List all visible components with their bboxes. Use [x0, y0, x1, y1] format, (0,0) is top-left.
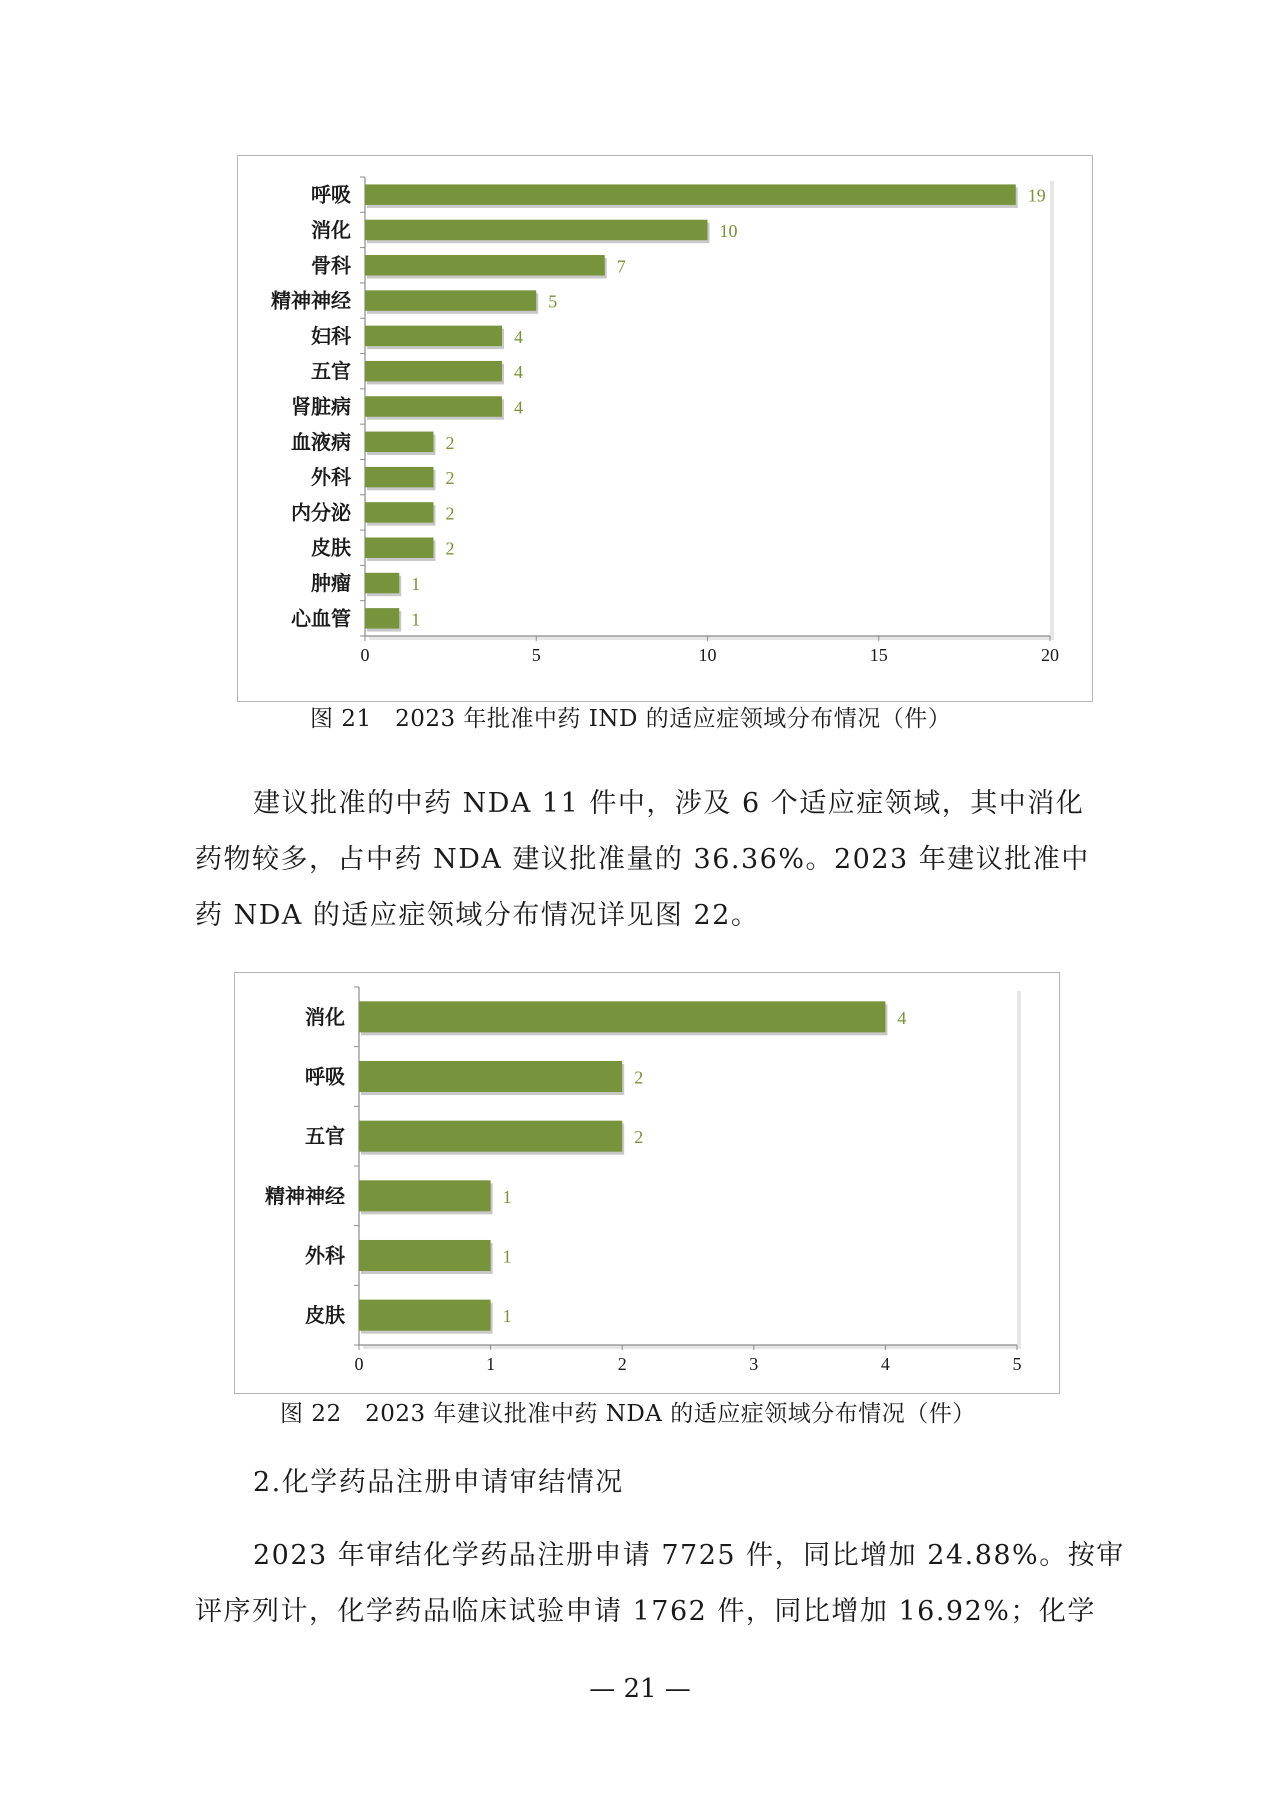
paragraph-line: 评序列计，化学药品临床试验申请 1762 件，同比增加 16.92%；化学	[195, 1596, 1096, 1627]
data-label: 2	[445, 503, 455, 524]
x-tick-label: 4	[880, 1354, 890, 1374]
data-label: 4	[514, 397, 523, 418]
data-label: 1	[411, 574, 421, 595]
data-label: 5	[548, 291, 558, 312]
x-tick-label: 2	[617, 1354, 627, 1374]
paragraph-line: 药物较多，占中药 NDA 建议批准量的 36.36%。2023 年建议批准中	[195, 844, 1090, 875]
data-label: 7	[616, 256, 626, 277]
data-label: 2	[445, 538, 455, 559]
data-label: 1	[411, 609, 421, 630]
body-paragraph	[195, 776, 1095, 944]
category-label: 肿瘤	[311, 571, 351, 596]
category-label: 内分泌	[291, 500, 351, 525]
bar	[365, 255, 605, 275]
data-label: 2	[445, 468, 455, 489]
category-label: 心血管	[291, 606, 351, 631]
x-tick-label: 10	[698, 645, 717, 665]
bar	[365, 220, 708, 240]
data-label: 4	[897, 1007, 907, 1028]
bar	[359, 1180, 491, 1211]
category-label: 精神神经	[265, 1183, 345, 1208]
category-label: 精神神经	[271, 288, 351, 313]
data-label: 4	[514, 326, 523, 347]
bar	[365, 184, 1016, 204]
x-tick-label: 20	[1041, 645, 1059, 665]
paragraph-line: 药 NDA 的适应症领域分布情况详见图 22。	[195, 900, 760, 931]
bar	[365, 290, 536, 310]
category-label: 肾脏病	[291, 394, 351, 419]
category-label: 呼吸	[311, 182, 351, 207]
category-label: 皮肤	[311, 535, 351, 560]
data-label: 2	[634, 1127, 644, 1148]
data-label: 10	[719, 220, 738, 241]
chart-ind-indications	[237, 155, 1093, 702]
data-label: 19	[1027, 185, 1046, 206]
category-label: 外科	[305, 1243, 345, 1268]
bar	[359, 1240, 491, 1271]
bar	[365, 326, 502, 346]
bar	[359, 1300, 491, 1331]
x-tick-label: 0	[354, 1354, 364, 1374]
category-label: 外科	[311, 465, 351, 490]
chart-nda-indications	[234, 972, 1060, 1394]
chart-ind-svg	[238, 156, 1092, 701]
category-label: 消化	[311, 217, 351, 242]
x-tick-label: 15	[869, 645, 888, 665]
x-tick-label: 5	[1012, 1354, 1022, 1374]
data-label: 2	[445, 432, 455, 453]
plot-area	[359, 987, 1017, 1345]
page-number: — 21 —	[589, 1674, 691, 1704]
x-tick-label: 3	[749, 1354, 759, 1374]
body-paragraph	[195, 1528, 1125, 1640]
figure-caption: 图 22 2023 年建议批准中药 NDA 的适应症领域分布情况（件）	[280, 1401, 976, 1427]
data-label: 4	[514, 362, 523, 383]
bar	[365, 573, 399, 593]
x-tick-label: 5	[531, 645, 541, 665]
category-label: 妇科	[311, 323, 351, 348]
data-label: 1	[502, 1186, 512, 1207]
category-label: 消化	[305, 1004, 345, 1029]
data-label: 1	[502, 1306, 512, 1327]
bar	[365, 502, 434, 522]
bar	[359, 1001, 885, 1032]
bar	[365, 467, 434, 487]
category-label: 五官	[305, 1124, 345, 1149]
chart-nda-svg	[235, 973, 1059, 1393]
category-label: 血液病	[291, 429, 351, 454]
bar	[365, 537, 434, 557]
x-tick-label: 1	[486, 1354, 496, 1374]
category-label: 呼吸	[305, 1064, 345, 1089]
section-heading: 2.化学药品注册申请审结情况	[253, 1467, 624, 1498]
bar	[365, 361, 502, 381]
bar	[359, 1121, 622, 1152]
data-label: 2	[634, 1067, 644, 1088]
paragraph-line: 2023 年审结化学药品注册申请 7725 件，同比增加 24.88%。按审	[253, 1540, 1125, 1571]
bar	[365, 432, 434, 452]
data-label: 1	[502, 1246, 512, 1267]
bar	[359, 1061, 622, 1092]
category-label: 皮肤	[305, 1303, 345, 1328]
category-label: 骨科	[311, 253, 351, 278]
x-tick-label: 0	[360, 645, 370, 665]
bar	[365, 608, 399, 628]
paragraph-line: 建议批准的中药 NDA 11 件中，涉及 6 个适应症领域，其中消化	[253, 788, 1085, 819]
bar	[365, 396, 502, 416]
category-label: 五官	[311, 359, 351, 384]
figure-caption: 图 21 2023 年批准中药 IND 的适应症领域分布情况（件）	[310, 706, 952, 732]
